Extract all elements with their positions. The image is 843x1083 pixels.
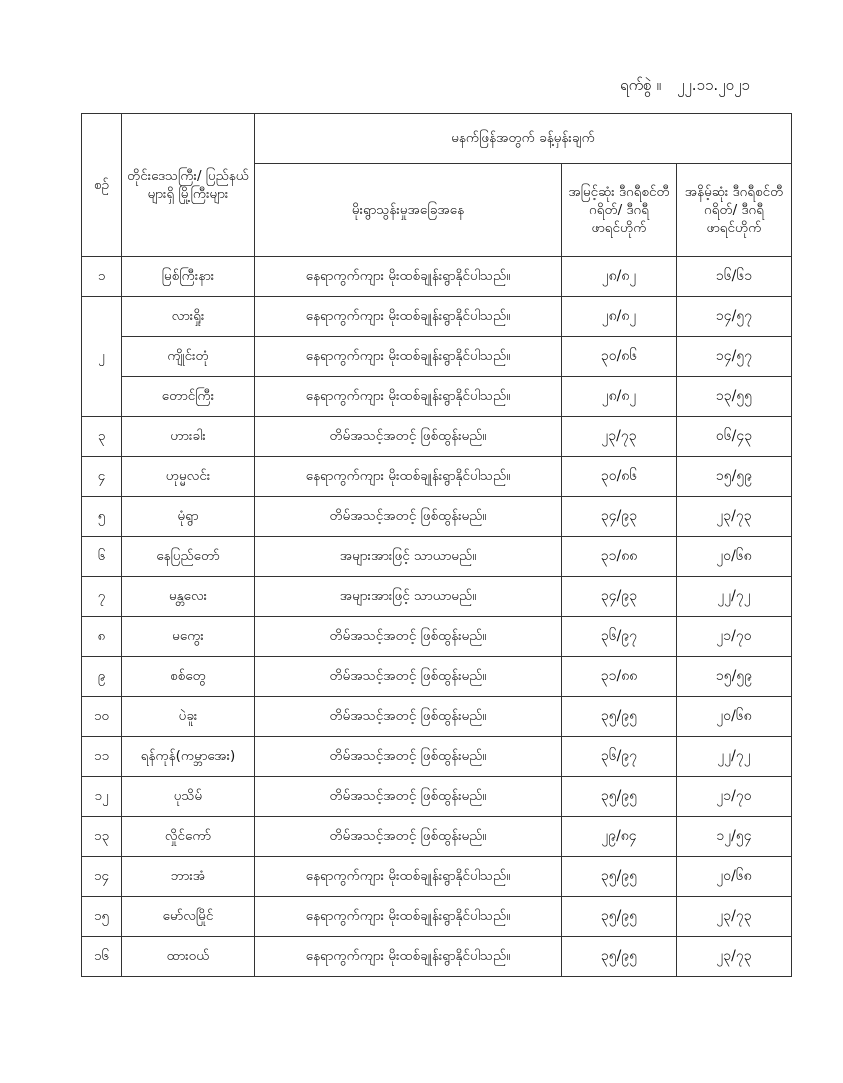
row-min-temp: ၂၀/၆၈ [677,697,792,737]
header-city: တိုင်းဒေသကြီး/ ပြည်နယ်များရှိ မြို့ကြီးများ [122,114,255,257]
row-min-temp: ၁၃/၅၅ [677,377,792,417]
row-condition: နေရာကွက်ကျား မိုးထစ်ချုန်းရွာနိုင်ပါသည်။ [255,337,562,377]
row-condition: တိမ်အသင့်အတင့် ဖြစ်ထွန်းမည်။ [255,737,562,777]
row-max-temp: ၃၄/၉၃ [562,497,677,537]
row-no: ၁၄ [82,857,122,897]
table-row [82,737,792,777]
row-max-temp: ၃၀/၈၆ [562,337,677,377]
row-city: လားရှိုး [122,297,255,337]
table-row [82,297,792,337]
row-condition: တိမ်အသင့်အတင့် ဖြစ်ထွန်းမည်။ [255,697,562,737]
table-row [82,777,792,817]
row-no: ၁၂ [82,777,122,817]
row-max-temp: ၃၅/၉၅ [562,937,677,977]
row-no: ၃ [82,417,122,457]
row-city: ဟားခါး [122,417,255,457]
row-city: မန္တလေး [122,577,255,617]
table-row [82,817,792,857]
row-city: ထားဝယ် [122,937,255,977]
table-row [82,857,792,897]
row-condition: တိမ်အသင့်အတင့် ဖြစ်ထွန်းမည်။ [255,417,562,457]
table-row [82,897,792,937]
row-max-temp: ၃၁/၈၈ [562,657,677,697]
row-no: ၇ [82,577,122,617]
row-condition: နေရာကွက်ကျား မိုးထစ်ချုန်းရွာနိုင်ပါသည်။ [255,297,562,337]
row-min-temp: ၁၂/၅၄ [677,817,792,857]
row-condition: တိမ်အသင့်အတင့် ဖြစ်ထွန်းမည်။ [255,657,562,697]
header-max-temp: အမြင့်ဆုံး ဒီဂရီစင်တီဂရိတ်/ ဒီဂရီဖာရင်ဟိုက် [562,164,677,257]
table-row [82,497,792,537]
row-city: မော်လမြိုင် [122,897,255,937]
row-condition: နေရာကွက်ကျား မိုးထစ်ချုန်းရွာနိုင်ပါသည်။ [255,857,562,897]
row-city: မြစ်ကြီးနား [122,257,255,297]
row-city: မုံရွာ [122,497,255,537]
row-max-temp: ၃၆/၉၇ [562,737,677,777]
row-min-temp: ၂၃/၇၃ [677,937,792,977]
forecast-table [81,113,792,977]
date-label: ရက်စွဲ ။ [620,76,662,94]
header-condition: မိုးရွာသွန်းမှုအခြေအနေ [255,164,562,257]
row-no: ၁၁ [82,737,122,777]
row-no: ၁၃ [82,817,122,857]
row-city: ပုသိမ် [122,777,255,817]
row-min-temp: ၀၆/၄၃ [677,417,792,457]
row-min-temp: ၂၁/၇၀ [677,777,792,817]
row-city: ကျိုင်းတုံ [122,337,255,377]
row-no: ၆ [82,537,122,577]
row-condition: တိမ်အသင့်အတင့် ဖြစ်ထွန်းမည်။ [255,817,562,857]
row-condition: နေရာကွက်ကျား မိုးထစ်ချုန်းရွာနိုင်ပါသည်။ [255,937,562,977]
row-max-temp: ၂၈/၈၂ [562,377,677,417]
row-max-temp: ၃၀/၈၆ [562,457,677,497]
table-row [82,377,792,417]
row-city: တောင်ကြီး [122,377,255,417]
table-row [82,337,792,377]
row-city: ဘားအံ [122,857,255,897]
row-max-temp: ၃၆/၉၇ [562,617,677,657]
row-city: ရန်ကုန်(ကမ္ဘာအေး) [122,737,255,777]
row-min-temp: ၁၅/၅၉ [677,657,792,697]
row-condition: နေရာကွက်ကျား မိုးထစ်ချုန်းရွာနိုင်ပါသည်။ [255,457,562,497]
row-condition: တိမ်အသင့်အတင့် ဖြစ်ထွန်းမည်။ [255,617,562,657]
table-row [82,417,792,457]
row-min-temp: ၂၂/၇၂ [677,577,792,617]
row-max-temp: ၂၈/၈၂ [562,257,677,297]
row-max-temp: ၃၅/၉၅ [562,897,677,937]
row-condition: နေရာကွက်ကျား မိုးထစ်ချုန်းရွာနိုင်ပါသည်။ [255,257,562,297]
row-min-temp: ၂၂/၇၂ [677,737,792,777]
row-condition: နေရာကွက်ကျား မိုးထစ်ချုန်းရွာနိုင်ပါသည်။ [255,377,562,417]
table-row [82,577,792,617]
row-city: ပဲခူး [122,697,255,737]
row-no: ၁၅ [82,897,122,937]
row-city: လှိုင်ကော် [122,817,255,857]
row-condition: တိမ်အသင့်အတင့် ဖြစ်ထွန်းမည်။ [255,497,562,537]
row-min-temp: ၁၄/၅၇ [677,337,792,377]
header-min-temp: အနိမ့်ဆုံး ဒီဂရီစင်တီဂရိတ်/ ဒီဂရီဖာရင်ဟိုက် [677,164,792,257]
row-min-temp: ၂၀/၆၈ [677,857,792,897]
table-row [82,257,792,297]
row-condition: အများအားဖြင့် သာယာမည်။ [255,577,562,617]
row-no: ၅ [82,497,122,537]
row-no: ၁ [82,257,122,297]
table-row [82,457,792,497]
row-max-temp: ၂၉/၈၄ [562,817,677,857]
row-max-temp: ၃၅/၉၅ [562,857,677,897]
row-no: ၁၀ [82,697,122,737]
row-city: ဟုမ္မလင်း [122,457,255,497]
row-condition: နေရာကွက်ကျား မိုးထစ်ချုန်းရွာနိုင်ပါသည်။ [255,897,562,937]
row-max-temp: ၃၄/၉၃ [562,577,677,617]
row-condition: တိမ်အသင့်အတင့် ဖြစ်ထွန်းမည်။ [255,777,562,817]
row-min-temp: ၂၃/၇၃ [677,497,792,537]
row-max-temp: ၃၅/၉၅ [562,697,677,737]
row-max-temp: ၂၃/၇၃ [562,417,677,457]
header-forecast-group: မနက်ဖြန်အတွက် ခန့်မှန်းချက် [255,114,792,164]
row-max-temp: ၃၁/၈၈ [562,537,677,577]
row-min-temp: ၁၆/၆၁ [677,257,792,297]
row-no: ၂ [82,297,122,417]
row-no: ၄ [82,457,122,497]
row-city: စစ်တွေ [122,657,255,697]
table-row [82,537,792,577]
row-min-temp: ၁၄/၅၇ [677,297,792,337]
table-row [82,937,792,977]
row-no: ၈ [82,617,122,657]
header-no: စဉ် [82,114,122,257]
table-row [82,617,792,657]
row-min-temp: ၂၁/၇၀ [677,617,792,657]
row-max-temp: ၃၅/၉၅ [562,777,677,817]
row-no: ၁၆ [82,937,122,977]
row-min-temp: ၁၅/၅၉ [677,457,792,497]
date-value: ၂၂.၁၁.၂၀၂၁ [677,76,750,94]
row-min-temp: ၂၃/၇၃ [677,897,792,937]
table-row [82,697,792,737]
row-city: နေပြည်တော် [122,537,255,577]
row-no: ၉ [82,657,122,697]
report-date [620,76,820,98]
row-condition: အများအားဖြင့် သာယာမည်။ [255,537,562,577]
row-max-temp: ၂၈/၈၂ [562,297,677,337]
row-city: မကွေး [122,617,255,657]
table-row [82,657,792,697]
row-min-temp: ၂၀/၆၈ [677,537,792,577]
